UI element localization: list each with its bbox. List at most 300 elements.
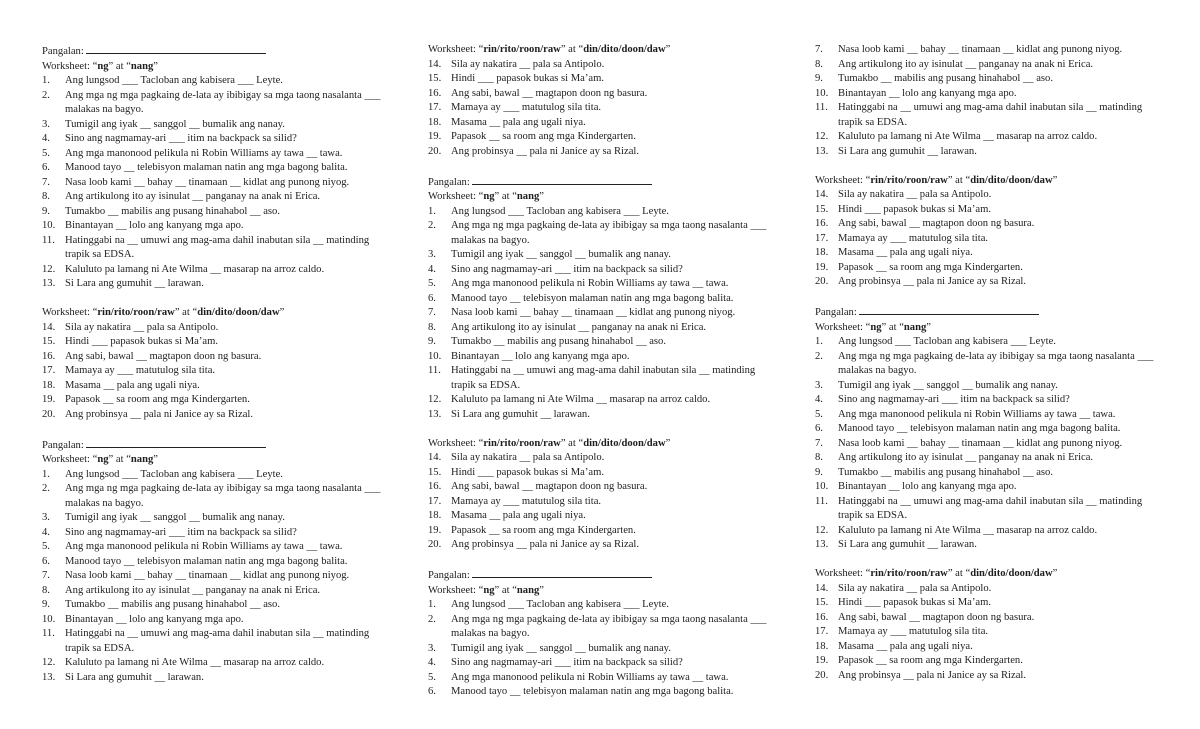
header-mid: ” at “ — [108, 454, 131, 465]
question-number: 10. — [42, 220, 56, 231]
question-item — [815, 582, 1163, 597]
question-number: 14. — [42, 321, 56, 333]
question-number: 8. — [815, 58, 823, 70]
question-text: Masama __ pala ang ugali niya. — [451, 510, 586, 521]
question-number: 3. — [428, 642, 436, 654]
question-number: 7. — [815, 44, 823, 55]
header-suffix: ” — [1052, 174, 1058, 186]
header-mid: ” at “ — [494, 191, 517, 202]
question-item — [42, 74, 390, 89]
question-item — [815, 451, 1163, 466]
question-number: 2. — [42, 89, 50, 101]
question-number: 13. — [815, 145, 829, 157]
question-text: Nasa loob kami __ bahay __ tinamaan __ kidlat ang punong niyog. — [65, 570, 350, 581]
header-suffix: ” — [539, 584, 544, 596]
question-text: Tumakbo __ mabilis ang pusang hinahabol __ aso. — [65, 599, 280, 610]
question-number: 15. — [428, 73, 442, 84]
question-item — [428, 248, 776, 263]
question-number: 3. — [428, 249, 436, 260]
question-text: Papasok __ sa room ang mga Kindergarten. — [838, 261, 1023, 273]
header-word-2: din/dito/doon/daw — [970, 174, 1053, 186]
question-item — [42, 234, 390, 263]
column-right — [815, 43, 1163, 683]
question-text: Sila ay nakatira __ pala sa Antipolo. — [451, 58, 605, 70]
question-item — [428, 509, 776, 524]
question-number: 18. — [428, 510, 442, 521]
question-item — [42, 277, 390, 292]
question-number: 16. — [815, 218, 829, 229]
question-item — [42, 511, 390, 526]
question-item — [815, 275, 1163, 290]
question-item — [815, 350, 1163, 379]
question-item — [42, 147, 390, 162]
header-suffix: ” — [926, 321, 931, 333]
question-item — [42, 118, 390, 133]
header-mid: ” at “ — [881, 321, 904, 333]
section-gap — [815, 290, 1163, 305]
question-item — [42, 350, 390, 365]
question-text: Ang probinsya __ pala ni Janice ay sa Rizal. — [451, 145, 639, 157]
question-text: Sila ay nakatira __ pala sa Antipolo. — [65, 321, 219, 333]
question-item — [428, 321, 776, 336]
question-text: Ang sabi, bawal __ magtapon doon ng basura. — [451, 481, 648, 492]
header-suffix: ” — [153, 454, 158, 465]
question-text: Kaluluto pa lamang ni Ate Wilma __ masarap na arroz caldo. — [65, 263, 325, 275]
header-mid: ” at “ — [174, 307, 198, 318]
name-blank-line — [859, 304, 1039, 315]
question-text: Tumigil ang iyak __ sanggol __ bumalik ang nanay. — [65, 512, 285, 523]
question-number: 14. — [428, 58, 442, 70]
question-number: 4. — [42, 526, 50, 538]
question-item — [428, 393, 776, 408]
question-text: Mamaya ay ___ matutulog sila tita. — [65, 365, 216, 376]
pangalan-label: Pangalan: — [815, 307, 857, 318]
question-text: Manood tayo __ telebisyon malaman natin ang mga bagong balita. — [451, 292, 734, 304]
question-number: 12. — [428, 394, 442, 405]
question-item — [815, 408, 1163, 423]
question-number: 18. — [42, 379, 56, 391]
header-mid: ” at “ — [494, 584, 517, 596]
question-item — [815, 379, 1163, 394]
question-item — [815, 611, 1163, 626]
question-number: 19. — [428, 524, 442, 536]
question-text: Nasa loob kami __ bahay __ tinamaan __ kidlat ang punong niyog. — [838, 437, 1123, 449]
question-number: 7. — [42, 176, 50, 188]
header-word-2: nang — [516, 191, 540, 202]
question-text: Ang mga manonood pelikula ni Robin Williams ay tawa __ tawa. — [451, 671, 729, 683]
question-text: Ang mga ng mga pagkaing de-lata ay ibibigay sa mga taong nasalanta ___ malakas na bagyo. — [838, 350, 1154, 376]
question-item — [42, 263, 390, 278]
question-item — [428, 538, 776, 553]
question-number: 9. — [815, 466, 823, 478]
question-item — [428, 656, 776, 671]
question-text: Kaluluto pa lamang ni Ate Wilma __ masarap na arroz caldo. — [451, 394, 711, 405]
header-prefix: Worksheet: “ — [428, 437, 484, 449]
question-item — [428, 87, 776, 102]
worksheet-header-rin — [42, 306, 390, 321]
question-item — [428, 116, 776, 131]
header-word-2: nang — [130, 60, 154, 72]
worksheet-header-rin — [815, 174, 1163, 189]
question-text: Mamaya ay ___ matutulog sila tita. — [451, 495, 602, 507]
question-text: Hindi ___ papasok bukas si Ma’am. — [451, 466, 604, 478]
question-number: 15. — [428, 466, 442, 478]
header-prefix: Worksheet: “ — [428, 44, 484, 55]
question-number: 7. — [42, 570, 50, 581]
question-item — [428, 524, 776, 539]
question-number: 17. — [815, 626, 829, 637]
pangalan-label: Pangalan: — [428, 570, 470, 581]
question-text: Mamaya ay ___ matutulog sila tita. — [838, 232, 989, 244]
name-blank-line — [472, 567, 652, 578]
question-number: 14. — [428, 452, 442, 463]
question-number: 15. — [42, 336, 56, 347]
question-item — [815, 422, 1163, 437]
question-text: Tumigil ang iyak __ sanggol __ bumalik ang nanay. — [65, 118, 285, 130]
name-blank-line — [86, 437, 266, 448]
question-item — [428, 292, 776, 307]
question-item — [815, 669, 1163, 684]
question-item — [815, 217, 1163, 232]
question-text: Ang artikulong ito ay isinulat __ panganay na anak ni Erica. — [838, 58, 1094, 70]
question-number: 20. — [42, 408, 56, 420]
question-number: 19. — [42, 394, 56, 405]
question-item — [815, 393, 1163, 408]
question-text: Ang sabi, bawal __ magtapon doon ng basura. — [838, 218, 1035, 229]
question-text: Masama __ pala ang ugali niya. — [451, 116, 586, 128]
question-number: 8. — [42, 191, 50, 202]
question-text: Ang mga ng mga pagkaing de-lata ay ibibigay sa mga taong nasalanta ___ malakas na bagyo. — [451, 220, 767, 246]
question-text: Ang mga ng mga pagkaing de-lata ay ibibigay sa mga taong nasalanta ___ malakas na bagyo. — [65, 483, 381, 509]
question-item — [428, 130, 776, 145]
question-text: Ang mga manonood pelikula ni Robin Williams ay tawa __ tawa. — [65, 541, 343, 552]
question-text: Ang artikulong ito ay isinulat __ panganay na anak ni Erica. — [65, 191, 321, 202]
header-prefix: Worksheet: “ — [428, 584, 484, 596]
question-number: 5. — [428, 278, 436, 289]
question-text: Ang lungsod ___ Tacloban ang kabisera ___ Leyte. — [451, 205, 669, 217]
question-text: Manood tayo __ telebisyon malaman natin ang mga bagong balita. — [65, 555, 348, 567]
question-number: 17. — [42, 365, 56, 376]
question-item — [815, 640, 1163, 655]
question-number: 13. — [42, 671, 56, 683]
worksheet-header-ng — [42, 60, 390, 75]
question-text: Si Lara ang gumuhit __ larawan. — [838, 145, 977, 157]
question-text: Ang mga manonood pelikula ni Robin Williams ay tawa __ tawa. — [451, 278, 729, 289]
question-item — [428, 72, 776, 87]
question-number: 4. — [42, 133, 50, 144]
question-text: Mamaya ay ___ matutulog sila tita. — [451, 102, 602, 113]
header-prefix: Worksheet: “ — [815, 321, 871, 333]
header-mid: ” at “ — [947, 174, 971, 186]
question-item — [42, 468, 390, 483]
question-item — [815, 261, 1163, 276]
question-item — [42, 89, 390, 118]
question-text: Binantayan __ lolo ang kanyang mga apo. — [838, 481, 1017, 492]
question-text: Sila ay nakatira __ pala sa Antipolo. — [451, 452, 605, 463]
question-item — [42, 598, 390, 613]
question-item — [42, 482, 390, 511]
header-suffix: ” — [665, 44, 671, 55]
header-word-2: din/dito/doon/daw — [583, 437, 666, 449]
question-text: Kaluluto pa lamang ni Ate Wilma __ masarap na arroz caldo. — [838, 131, 1098, 142]
question-number: 5. — [815, 408, 823, 420]
question-number: 4. — [428, 263, 436, 275]
question-item — [42, 132, 390, 147]
question-text: Sino ang nagmamay-ari ___ itim na backpack sa silid? — [451, 263, 683, 275]
question-item — [428, 306, 776, 321]
pangalan-line — [42, 437, 390, 454]
question-text: Hindi ___ papasok bukas si Ma’am. — [451, 73, 604, 84]
question-number: 16. — [428, 87, 442, 99]
question-item — [428, 263, 776, 278]
question-number: 9. — [42, 205, 50, 217]
question-number: 5. — [428, 671, 436, 683]
question-item — [42, 176, 390, 191]
question-number: 13. — [815, 539, 829, 550]
question-item — [428, 364, 776, 393]
header-suffix: ” — [153, 60, 158, 72]
question-number: 3. — [42, 512, 50, 523]
question-text: Mamaya ay ___ matutulog sila tita. — [838, 626, 989, 637]
question-number: 20. — [815, 669, 829, 681]
question-item — [42, 335, 390, 350]
question-item — [42, 321, 390, 336]
question-text: Ang lungsod ___ Tacloban ang kabisera ___ Leyte. — [838, 336, 1056, 347]
section-gap — [428, 553, 776, 568]
header-suffix: ” — [539, 191, 544, 202]
question-item — [428, 598, 776, 613]
question-number: 10. — [428, 350, 442, 362]
question-number: 13. — [428, 408, 442, 420]
question-text: Hatinggabi na __ umuwi ang mag-ama dahil inabutan sila __ matinding trapik sa EDSA. — [451, 365, 756, 391]
question-item — [428, 408, 776, 423]
question-item — [815, 495, 1163, 524]
question-number: 4. — [428, 657, 436, 668]
question-item — [815, 596, 1163, 611]
pangalan-label: Pangalan: — [42, 46, 84, 57]
question-text: Ang artikulong ito ay isinulat __ panganay na anak ni Erica. — [65, 584, 321, 596]
question-item — [42, 627, 390, 656]
question-number: 16. — [815, 611, 829, 623]
question-text: Papasok __ sa room ang mga Kindergarten. — [65, 394, 250, 405]
worksheet-header-ng — [428, 584, 776, 599]
header-mid: ” at “ — [560, 437, 584, 449]
question-number: 14. — [815, 189, 829, 200]
question-text: Tumakbo __ mabilis ang pusang hinahabol __ aso. — [65, 205, 280, 217]
header-word-2: nang — [903, 321, 927, 333]
question-text: Papasok __ sa room ang mga Kindergarten. — [451, 524, 636, 536]
question-number: 14. — [815, 582, 829, 594]
question-item — [428, 480, 776, 495]
worksheet-header-ng — [815, 321, 1163, 336]
question-number: 11. — [815, 102, 828, 113]
question-text: Ang sabi, bawal __ magtapon doon ng basura. — [838, 611, 1035, 623]
question-number: 6. — [428, 292, 436, 304]
question-number: 19. — [815, 261, 829, 273]
question-number: 10. — [42, 613, 56, 625]
question-text: Hatinggabi na __ umuwi ang mag-ama dahil inabutan sila __ matinding trapik sa EDSA. — [65, 234, 370, 260]
question-text: Masama __ pala ang ugali niya. — [838, 247, 973, 258]
header-word-2: nang — [516, 584, 540, 596]
question-text: Manood tayo __ telebisyon malaman natin ang mga bagong balita. — [65, 162, 348, 173]
question-text: Ang mga manonood pelikula ni Robin Williams ay tawa __ tawa. — [838, 408, 1116, 420]
section-gap — [815, 159, 1163, 174]
question-item — [428, 350, 776, 365]
question-text: Sino ang nagmamay-ari ___ itim na backpack sa silid? — [65, 133, 297, 144]
question-item — [815, 145, 1163, 160]
column-left — [42, 43, 390, 685]
question-number: 8. — [815, 452, 823, 463]
question-number: 2. — [428, 613, 436, 625]
header-prefix: Worksheet: “ — [42, 307, 98, 318]
question-number: 1. — [428, 205, 436, 217]
pangalan-line — [815, 304, 1163, 321]
question-text: Si Lara ang gumuhit __ larawan. — [451, 408, 590, 420]
question-number: 5. — [42, 541, 50, 552]
question-item — [815, 480, 1163, 495]
section-gap — [815, 553, 1163, 568]
pangalan-label: Pangalan: — [428, 176, 470, 188]
question-item — [42, 161, 390, 176]
question-item — [42, 364, 390, 379]
question-text: Hindi ___ papasok bukas si Ma’am. — [838, 597, 991, 608]
header-word-1: rin/rito/roon/raw — [870, 568, 948, 579]
question-item — [42, 526, 390, 541]
name-blank-line — [86, 43, 266, 54]
header-word-1: ng — [97, 454, 109, 465]
question-item — [428, 219, 776, 248]
question-number: 19. — [428, 131, 442, 142]
question-number: 18. — [815, 640, 829, 652]
question-number: 4. — [815, 394, 823, 405]
question-number: 18. — [428, 116, 442, 128]
question-text: Papasok __ sa room ang mga Kindergarten. — [451, 131, 636, 142]
question-number: 9. — [428, 336, 436, 347]
question-text: Ang probinsya __ pala ni Janice ay sa Rizal. — [838, 276, 1026, 287]
question-number: 13. — [42, 278, 56, 289]
question-number: 20. — [428, 145, 442, 157]
question-text: Tumigil ang iyak __ sanggol __ bumalik ang nanay. — [451, 249, 671, 260]
question-number: 10. — [815, 87, 829, 99]
section-gap — [428, 422, 776, 437]
question-text: Sila ay nakatira __ pala sa Antipolo. — [838, 189, 992, 200]
question-item — [815, 538, 1163, 553]
question-text: Kaluluto pa lamang ni Ate Wilma __ masarap na arroz caldo. — [838, 524, 1098, 536]
header-word-1: rin/rito/roon/raw — [870, 174, 948, 186]
question-number: 17. — [428, 102, 442, 113]
question-text: Tumigil ang iyak __ sanggol __ bumalik ang nanay. — [838, 379, 1058, 391]
question-number: 1. — [42, 75, 50, 86]
header-suffix: ” — [665, 437, 671, 449]
header-prefix: Worksheet: “ — [428, 191, 484, 202]
question-item — [42, 555, 390, 570]
question-number: 6. — [42, 555, 50, 567]
question-number: 5. — [42, 147, 50, 159]
question-text: Binantayan __ lolo ang kanyang mga apo. — [451, 350, 630, 362]
header-word-2: din/dito/doon/daw — [970, 568, 1053, 579]
question-item — [815, 335, 1163, 350]
section-gap — [428, 159, 776, 174]
header-word-1: ng — [483, 191, 495, 202]
question-text: Ang probinsya __ pala ni Janice ay sa Rizal. — [65, 408, 253, 420]
question-text: Binantayan __ lolo ang kanyang mga apo. — [838, 87, 1017, 99]
header-mid: ” at “ — [947, 568, 971, 579]
question-number: 12. — [815, 524, 829, 536]
question-number: 15. — [815, 203, 829, 215]
question-text: Ang sabi, bawal __ magtapon doon ng basura. — [65, 350, 262, 362]
question-text: Tumakbo __ mabilis ang pusang hinahabol __ aso. — [451, 336, 666, 347]
question-number: 1. — [42, 468, 50, 480]
question-number: 12. — [42, 263, 56, 275]
question-text: Ang probinsya __ pala ni Janice ay sa Rizal. — [838, 669, 1026, 681]
question-number: 8. — [42, 584, 50, 596]
question-text: Tumakbo __ mabilis ang pusang hinahabol __ aso. — [838, 73, 1053, 84]
column-middle — [428, 43, 776, 700]
question-number: 3. — [815, 379, 823, 391]
question-item — [815, 188, 1163, 203]
question-number: 10. — [815, 481, 829, 492]
question-item — [428, 335, 776, 350]
question-text: Ang artikulong ito ay isinulat __ panganay na anak ni Erica. — [838, 452, 1094, 463]
question-text: Sino ang nagmamay-ari ___ itim na backpack sa silid? — [451, 657, 683, 668]
question-number: 7. — [428, 307, 436, 318]
question-item — [815, 58, 1163, 73]
header-word-2: nang — [130, 454, 154, 465]
pangalan-label: Pangalan: — [42, 439, 84, 451]
header-word-1: ng — [870, 321, 882, 333]
question-text: Sila ay nakatira __ pala sa Antipolo. — [838, 582, 992, 594]
question-item — [42, 540, 390, 555]
question-text: Ang lungsod ___ Tacloban ang kabisera ___ Leyte. — [65, 468, 283, 480]
question-text: Hindi ___ papasok bukas si Ma’am. — [838, 203, 991, 215]
question-number: 11. — [42, 628, 55, 639]
question-number: 7. — [815, 437, 823, 449]
question-number: 9. — [815, 73, 823, 84]
question-text: Manood tayo __ telebisyon malaman natin ang mga bagong balita. — [838, 423, 1121, 434]
question-number: 19. — [815, 655, 829, 666]
header-word-1: rin/rito/roon/raw — [97, 307, 175, 318]
question-text: Hatinggabi na __ umuwi ang mag-ama dahil inabutan sila __ matinding trapik sa EDSA. — [838, 495, 1143, 521]
header-word-2: din/dito/doon/daw — [583, 44, 666, 55]
question-item — [428, 642, 776, 657]
question-number: 11. — [42, 234, 55, 246]
question-text: Masama __ pala ang ugali niya. — [65, 379, 200, 391]
question-item — [428, 685, 776, 700]
question-item — [42, 408, 390, 423]
question-item — [815, 232, 1163, 247]
pangalan-line — [428, 567, 776, 584]
question-number: 1. — [428, 599, 436, 610]
header-suffix: ” — [279, 307, 285, 318]
question-text: Si Lara ang gumuhit __ larawan. — [65, 671, 204, 683]
section-gap — [42, 292, 390, 307]
question-text: Ang mga ng mga pagkaing de-lata ay ibibigay sa mga taong nasalanta ___ malakas na bagyo. — [451, 613, 767, 639]
worksheet-header-rin — [428, 43, 776, 58]
question-item — [815, 101, 1163, 130]
question-item — [428, 277, 776, 292]
question-text: Sino ang nagmamay-ari ___ itim na backpack sa silid? — [838, 394, 1070, 405]
question-text: Hatinggabi na __ umuwi ang mag-ama dahil inabutan sila __ matinding trapik sa EDSA. — [65, 628, 370, 654]
question-number: 6. — [42, 162, 50, 173]
question-item — [428, 145, 776, 160]
pangalan-line — [42, 43, 390, 60]
question-item — [428, 101, 776, 116]
question-number: 11. — [428, 365, 441, 376]
question-number: 16. — [428, 481, 442, 492]
question-text: Tumakbo __ mabilis ang pusang hinahabol __ aso. — [838, 466, 1053, 478]
worksheet-header-ng — [428, 190, 776, 205]
question-text: Masama __ pala ang ugali niya. — [838, 640, 973, 652]
